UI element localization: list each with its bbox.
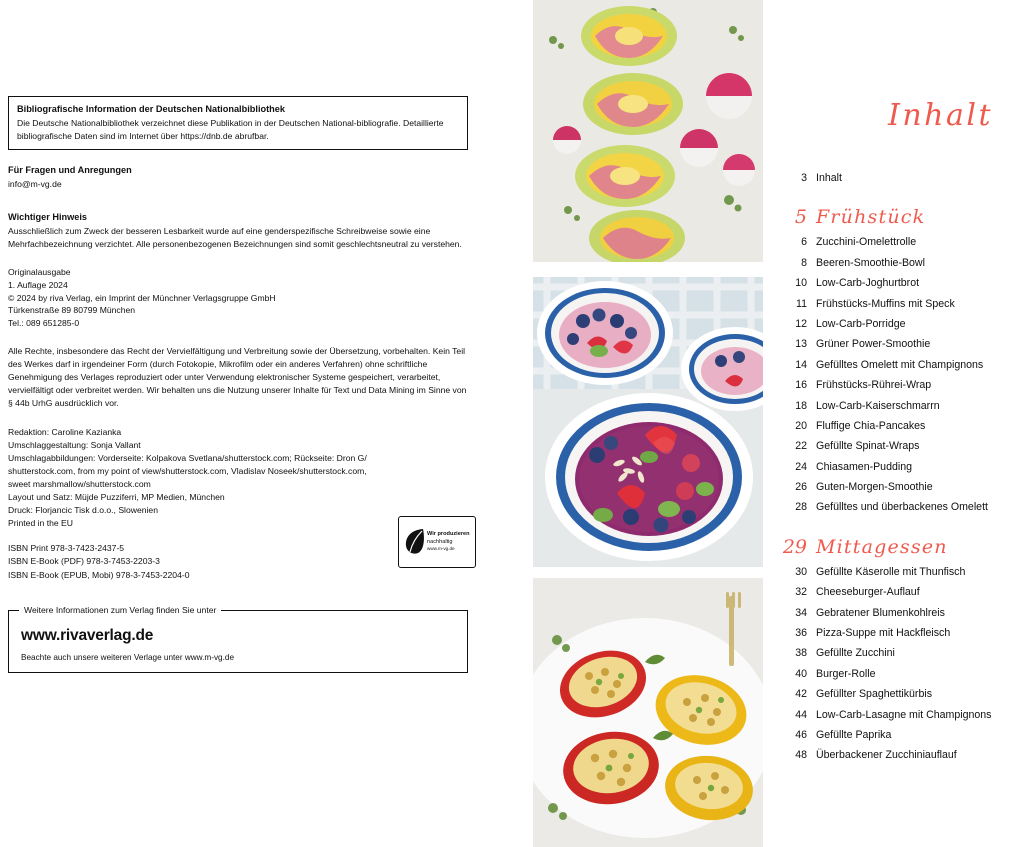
questions-email: info@m-vg.de	[8, 179, 62, 190]
notice-text: Ausschließlich zum Zweck der besseren Lesbarkeit wurde auf eine genderspezifische Schreibweise sowie eine Mehrfachbezeichnung verzichtet. Alle personenbezogenen Bezeichnungen sind somit geschlechtsneutral zu verstehen.	[8, 225, 462, 249]
toc-entry-label: Gefüllte Zucchini	[816, 647, 895, 660]
toc-entry[interactable]	[763, 236, 1033, 256]
toc-page-number: 3	[801, 172, 807, 184]
rights-text: Alle Rechte, insbesondere das Recht der Vervielfältigung und Verbreitung sowie der Übersetzung, vorbehalten. Kein Teil des Werkes darf in irgendeiner Form (durch Fotokopie, Mikrofilm oder ein anderes Verfahren) ohne schriftliche Genehmigung des Verlages reproduziert oder unter Verwendung elektronischer Systeme gespeichert, verarbeitet, vervielfältigt oder verbreitet werden. Wir behalten uns die Nutzung unserer Inhalte für Text und Data Mining im Sinne von § 44b UrhG ausdrücklich vor.	[8, 346, 467, 409]
toc-entry[interactable]	[763, 379, 1033, 399]
credits-line: sweet marshmallow/shutterstock.com	[8, 478, 151, 489]
toc-page-number: 44	[795, 708, 807, 721]
toc-page-number: 28	[795, 501, 807, 514]
toc-entry[interactable]	[763, 586, 1033, 606]
toc-entry-label: Gefülltes und überbackenes Omelett	[816, 501, 988, 514]
toc-entry-label: Mittagessen	[816, 535, 948, 558]
toc-entry-label: Frühstücks-Muffins mit Speck	[816, 297, 955, 310]
toc-entry-label: Gefüllte Käserolle mit Thunfisch	[816, 565, 966, 578]
toc-page-number: 38	[795, 647, 807, 660]
toc-page-number: 22	[795, 440, 807, 453]
toc-entry-label: Zucchini-Omelettrolle	[816, 236, 917, 249]
toc-page-number: 6	[801, 236, 807, 249]
publisher-promo-box	[8, 604, 468, 673]
toc-entry-label: Frühstücks-Rührei-Wrap	[816, 379, 932, 392]
toc-page-number: 13	[795, 338, 807, 351]
biblio-title: Bibliografische Information der Deutschen Nationalbibliothek	[17, 104, 285, 114]
toc-page-number: 11	[796, 297, 807, 310]
toc-entry-label: Fluffige Chia-Pancakes	[816, 419, 926, 432]
toc-entry-label: Low-Carb-Joghurtbrot	[816, 277, 920, 290]
toc-page-number: 20	[795, 419, 807, 432]
credits-line: Printed in the EU	[8, 517, 73, 528]
isbn-line: ISBN E-Book (EPUB, Mobi) 978-3-7453-2204-0	[8, 569, 190, 580]
toc-entry[interactable]	[763, 627, 1033, 647]
edition-line: 1. Auflage 2024	[8, 279, 68, 290]
stuffed-peppers-photo	[533, 578, 763, 847]
toc-entry-label: Inhalt	[816, 172, 842, 184]
leaf-icon	[403, 527, 425, 557]
toc-entry-label: Burger-Rolle	[816, 667, 876, 680]
toc-entry[interactable]	[763, 729, 1033, 749]
toc-entry-label: Gebratener Blumenkohlreis	[816, 606, 945, 619]
berry-smoothie-bowl-photo	[533, 277, 763, 567]
toc-entry-label: Gefüllter Spaghettikürbis	[816, 688, 933, 701]
badge-line-3: www.m-vg.de	[427, 546, 455, 552]
toc-entry-label: Beeren-Smoothie-Bowl	[816, 256, 925, 269]
toc-page-number: 24	[795, 460, 807, 473]
toc-page-number: 32	[795, 586, 807, 599]
edition-info	[8, 266, 468, 330]
notice-heading: Wichtiger Hinweis	[8, 212, 88, 223]
promo-top-label: Weitere Informationen zum Verlag finden Sie unter	[19, 605, 221, 615]
badge-line-2: nachhaltig	[427, 538, 453, 545]
toc-entry[interactable]	[763, 481, 1033, 501]
toc-page-number: 29	[782, 535, 807, 558]
credits-line: Druck: Florjancic Tisk d.o.o., Slowenien	[8, 504, 158, 515]
toc-entry-label: Grüner Power-Smoothie	[816, 338, 931, 351]
toc-entry[interactable]	[763, 400, 1033, 420]
sustainability-badge	[398, 516, 476, 568]
toc-entry[interactable]	[763, 318, 1033, 338]
isbn-line: ISBN E-Book (PDF) 978-3-7453-2203-3	[8, 556, 160, 567]
photo-column	[533, 0, 763, 847]
toc-entry[interactable]	[763, 420, 1033, 440]
publisher-url[interactable]: www.rivaverlag.de	[21, 626, 154, 644]
edition-line: Tel.: 089 651285-0	[8, 318, 80, 329]
toc-page-number: 48	[795, 749, 807, 762]
edition-line: © 2024 by riva Verlag, ein Imprint der Münchner Verlagsgruppe GmbH	[8, 292, 276, 303]
toc-page-number: 26	[795, 481, 807, 494]
toc-entry-label: Gefüllte Paprika	[816, 728, 892, 741]
edition-line: Originalausgabe	[8, 266, 71, 277]
toc-page-number: 5	[794, 206, 807, 229]
edition-line: Türkenstraße 89 80799 München	[8, 305, 136, 316]
biblio-box	[8, 96, 468, 150]
toc-page-number: 36	[795, 627, 807, 640]
sustainability-badge-text	[425, 531, 470, 552]
toc-page-number: 34	[795, 606, 807, 619]
credits-line: Redaktion: Caroline Kazianka	[8, 426, 122, 437]
page-title: Inhalt	[888, 98, 994, 133]
toc-entry[interactable]	[763, 668, 1033, 688]
toc-entry[interactable]	[763, 277, 1033, 297]
toc-page-number: 18	[795, 399, 807, 412]
toc-page-number: 12	[795, 317, 807, 330]
toc-entry[interactable]	[763, 566, 1033, 586]
toc-entry-label: Pizza-Suppe mit Hackfleisch	[816, 627, 951, 640]
credits-line: shutterstock.com, from my point of view/shutterstock.com, Vladislav Noseek/shutterstock.com,	[8, 465, 367, 476]
zucchini-omelette-roll-photo	[533, 0, 763, 262]
toc-entry[interactable]	[763, 688, 1033, 708]
toc-entry[interactable]	[763, 749, 1033, 769]
toc-entry-label: Guten-Morgen-Smoothie	[816, 481, 933, 494]
toc-entry-label: Gefülltes Omelett mit Champignons	[816, 358, 984, 371]
toc-entry[interactable]	[763, 298, 1033, 318]
toc-entry-label: Low-Carb-Porridge	[816, 317, 906, 330]
badge-line-1: Wir produzieren	[427, 531, 470, 538]
toc-entry[interactable]	[763, 461, 1033, 481]
toc-entry[interactable]	[763, 257, 1033, 277]
biblio-text: Die Deutsche Nationalbibliothek verzeichnet diese Publikation in der Deutschen National-bibliografie. Detaillierte bibliografische Daten sind im Internet über https://dnb.de abrufbar.	[17, 118, 444, 141]
promo-sub-label: Beachte auch unsere weiteren Verlage unter www.m-vg.de	[21, 652, 234, 662]
table-of-contents-page	[763, 0, 1033, 847]
toc-entry[interactable]	[763, 440, 1033, 460]
toc-page-number: 42	[795, 688, 807, 701]
toc-page-number: 30	[795, 565, 807, 578]
toc-entry-label: Frühstück	[816, 206, 926, 229]
questions-heading: Für Fragen und Anregungen	[8, 165, 132, 176]
toc-entry-label: Low-Carb-Kaiserschmarrn	[816, 399, 940, 412]
toc-entry[interactable]	[763, 172, 1033, 192]
imprint-content	[8, 96, 468, 673]
toc-entry-label: Chiasamen-Pudding	[816, 460, 912, 473]
toc-page-number: 40	[795, 667, 807, 680]
toc-page-number: 16	[795, 379, 807, 392]
toc-page-number: 14	[795, 358, 807, 371]
toc-entry[interactable]	[763, 607, 1033, 627]
toc-entry-label: Cheeseburger-Auflauf	[816, 586, 920, 599]
toc-entry-label: Überbackener Zucchiniauflauf	[816, 749, 957, 762]
toc-entry[interactable]	[763, 501, 1033, 521]
toc-list	[763, 172, 1033, 770]
credits-block	[8, 426, 468, 531]
toc-entry[interactable]	[763, 709, 1033, 729]
toc-page-number: 46	[795, 728, 807, 741]
toc-entry[interactable]	[763, 338, 1033, 358]
toc-entry[interactable]	[763, 647, 1033, 667]
toc-page-number: 8	[801, 256, 807, 269]
credits-line: Umschlagabbildungen: Vorderseite: Kolpakova Svetlana/shutterstock.com; Rückseite: Dron G/	[8, 452, 367, 463]
credits-line: Layout und Satz: Müjde Puzziferri, MP Medien, München	[8, 491, 225, 502]
isbn-line: ISBN Print 978-3-7423-2437-5	[8, 543, 125, 554]
toc-entry-label: Low-Carb-Lasagne mit Champignons	[816, 708, 992, 721]
toc-section-heading[interactable]	[763, 192, 1033, 236]
toc-section-heading[interactable]	[763, 522, 1033, 566]
toc-entry[interactable]	[763, 359, 1033, 379]
toc-entry-label: Gefüllte Spinat-Wraps	[816, 440, 920, 453]
toc-page-number: 10	[795, 277, 807, 290]
credits-line: Umschlaggestaltung: Sonja Vallant	[8, 439, 141, 450]
